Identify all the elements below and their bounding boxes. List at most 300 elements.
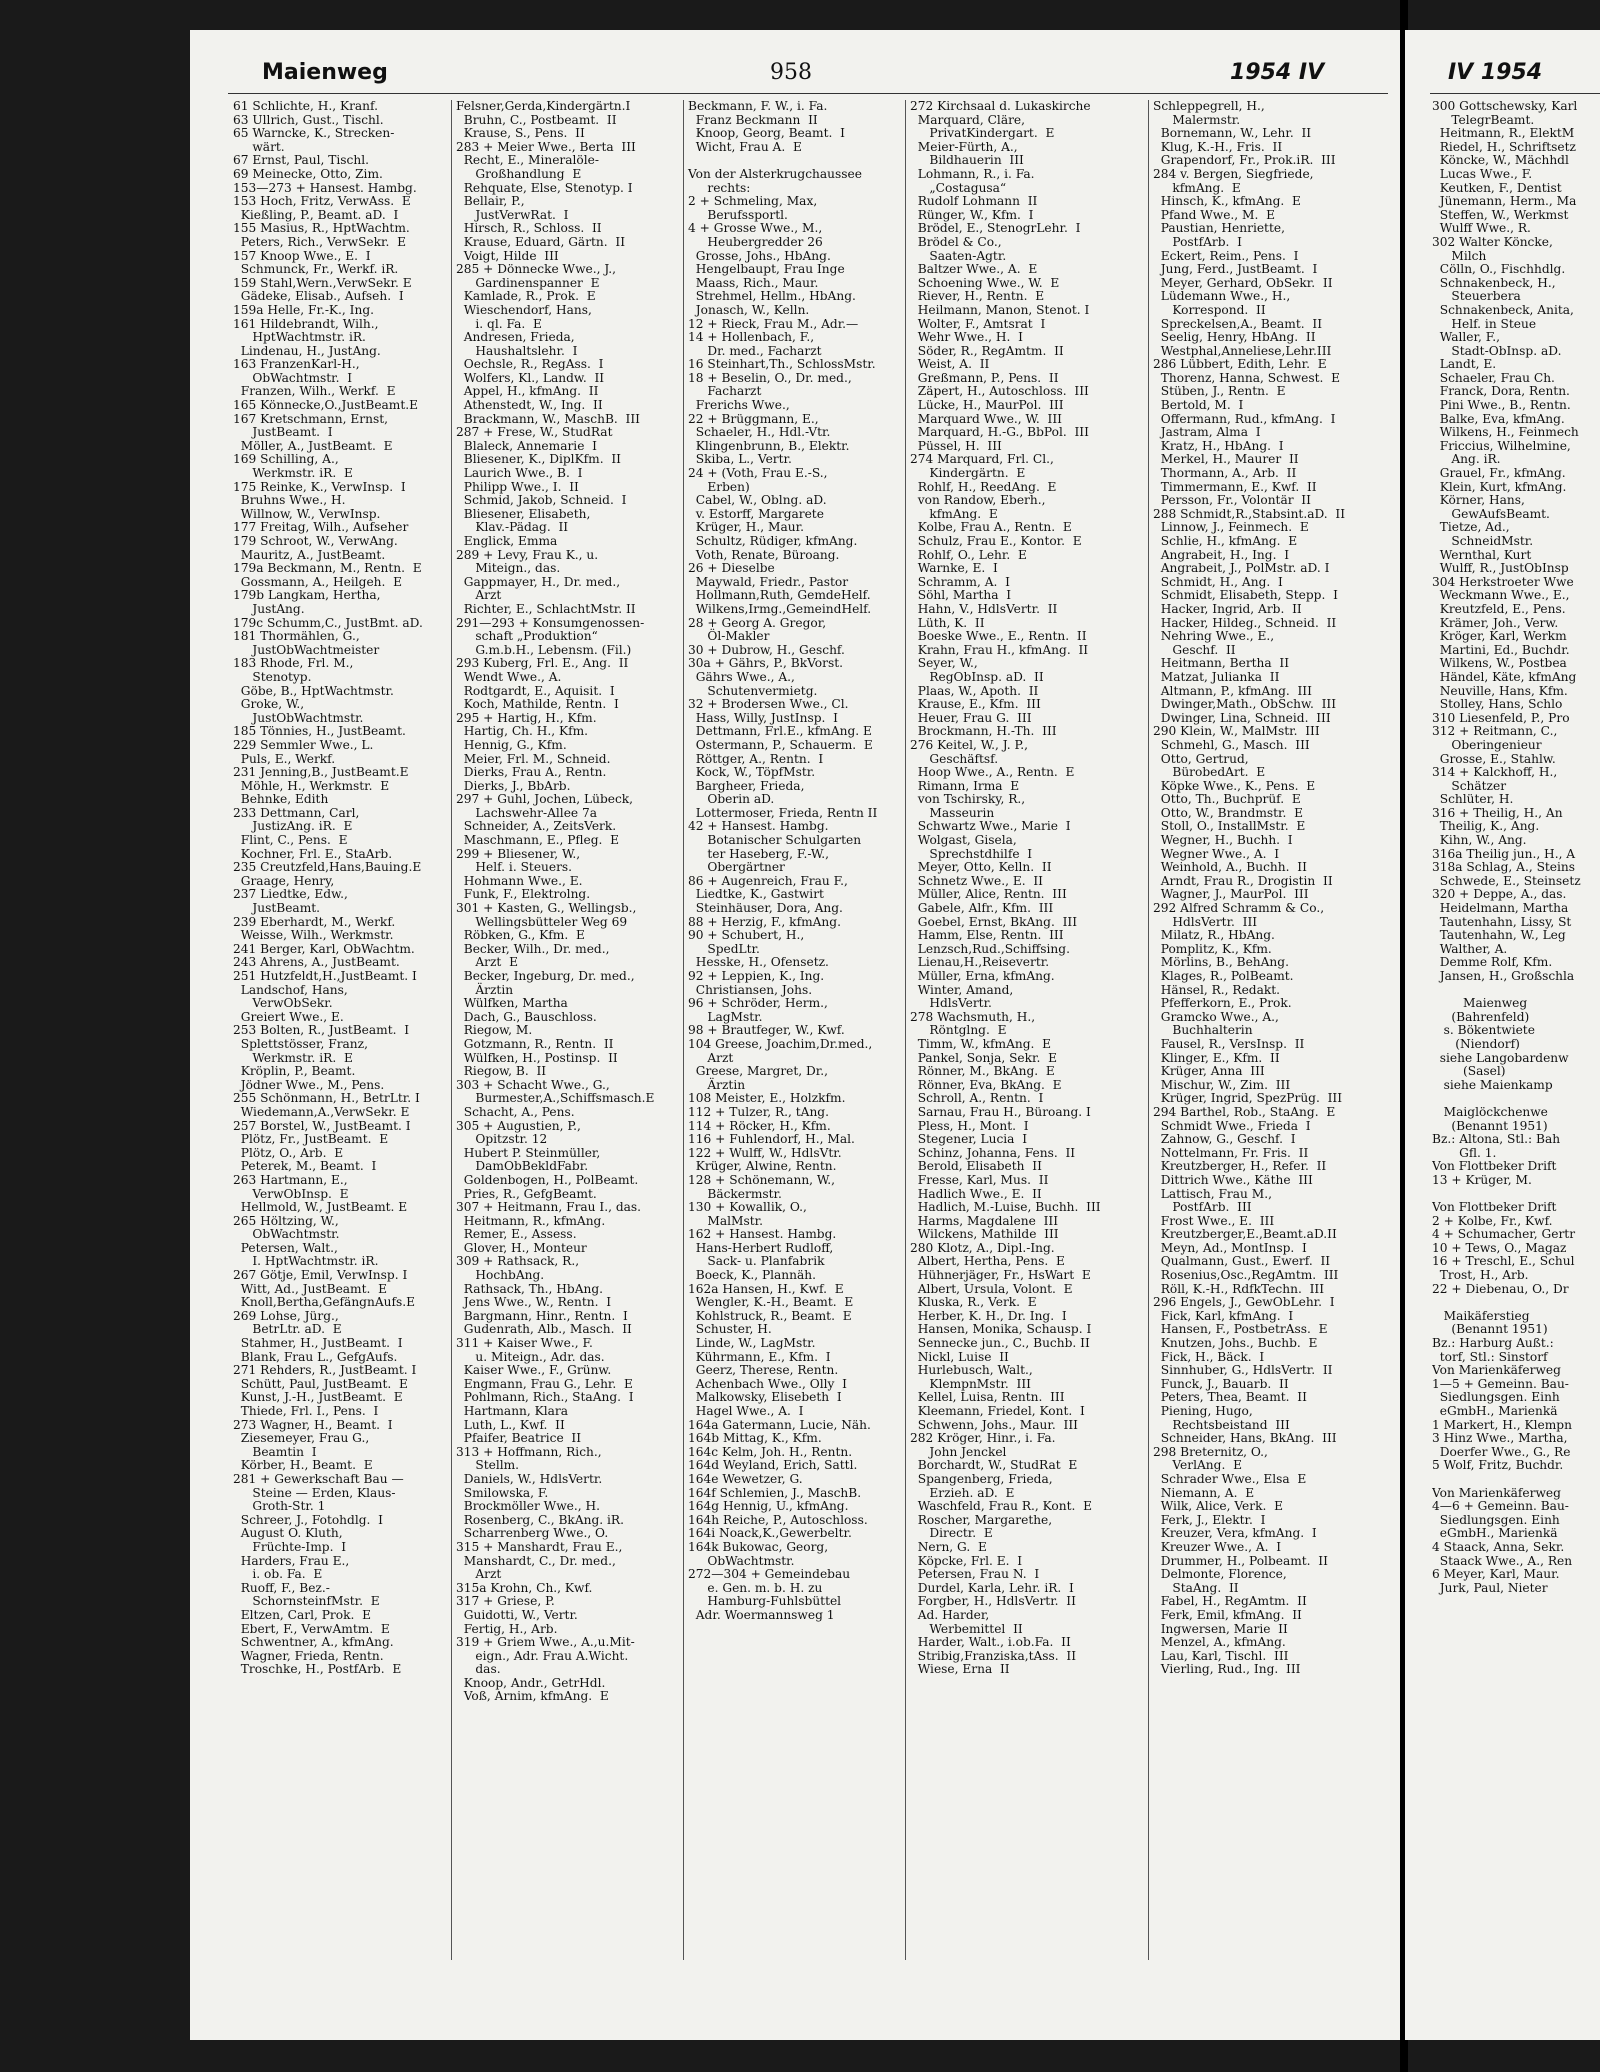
directory-entry: Von Flottbeker Drift	[1432, 1200, 1557, 1215]
directory-entry: Hass, Willy, JustInsp. I	[688, 710, 838, 725]
directory-entry: Schmidt, H., Ang. I	[1153, 574, 1283, 589]
directory-entry: Schacht, A., Pens.	[456, 1104, 575, 1119]
directory-entry: Hagel Wwe., A. I	[688, 1404, 804, 1418]
directory-entry: Schwartz Wwe., Marie I	[910, 819, 1071, 834]
directory-entry: Wellingsbütteler Weg 69	[456, 914, 628, 929]
directory-entry: Funck, J., Bauarb. II	[1153, 1376, 1289, 1391]
directory-entry: Paustian, Henriette,	[1153, 221, 1285, 236]
directory-entry: Masseurin	[910, 805, 995, 820]
directory-entry: 179c Schumm,C., JustBmt. aD.	[233, 615, 423, 630]
header-rule	[228, 93, 1388, 94]
directory-entry: 307 + Heitmann, Frau I., das.	[456, 1200, 642, 1215]
directory-entry: 316 + Theilig, H., An	[1432, 805, 1563, 820]
directory-entry: Hadlich, M.-Luise, Buchh. III	[910, 1200, 1101, 1215]
directory-entry: Laurich Wwe., B. I	[456, 466, 583, 481]
directory-entry: Wicht, Frau A. E	[688, 139, 802, 154]
directory-entry: Lohmann, R., i. Fa.	[910, 166, 1035, 181]
directory-entry: Nern, G. E	[910, 1539, 987, 1554]
directory-entry: Westphal,Anneliese,Lehr.III	[1153, 343, 1332, 358]
directory-entry: Spreckelsen,A., Beamt. II	[1153, 316, 1323, 331]
directory-entry: (Bahrenfeld)	[1432, 1009, 1530, 1024]
directory-entry: Ad. Harder,	[910, 1607, 990, 1622]
directory-entry: Hartig, Ch. H., Kfm.	[456, 724, 589, 739]
directory-entry: Klingenbrunn, B., Elektr.	[688, 438, 850, 453]
directory-entry: 179a Beckmann, M., Rentn. E	[233, 561, 422, 576]
directory-entry: 301 + Kasten, G., Wellingsb.,	[456, 901, 637, 916]
directory-entry: Brödel & Co.,	[910, 234, 1002, 249]
directory-entry: Mauritz, A., JustBeamt.	[233, 547, 386, 562]
directory-entry: Hansen, F., PostbetrAss. E	[1153, 1322, 1328, 1337]
directory-entry: Achenbach Wwe., Olly I	[688, 1376, 847, 1391]
directory-entry: Cölln, O., Fischhdlg.	[1432, 262, 1566, 277]
directory-entry: Weinhold, A., Buchh. II	[1153, 860, 1307, 875]
directory-entry: 241 Berger, Karl, ObWachtm.	[233, 941, 415, 956]
directory-entry: Guidotti, W., Vertr.	[456, 1607, 578, 1622]
directory-entry: Ostermann, P., Schauerm. E	[688, 737, 873, 752]
directory-entry: Christiansen, Johs.	[688, 982, 813, 997]
directory-entry: Ruoff, F., Bez.-	[233, 1580, 330, 1595]
directory-entry: Malkowsky, Elisebeth I	[688, 1390, 842, 1405]
directory-entry: Philipp Wwe., I. II	[456, 479, 579, 494]
directory-entry: Otto, Th., Buchprüf. E	[1153, 792, 1301, 807]
directory-entry: Riegow, B. II	[456, 1064, 547, 1079]
directory-entry: JustObWachtmstr.	[233, 710, 364, 725]
directory-entry: 159 Stahl,Wern.,VerwSekr. E	[233, 275, 412, 290]
directory-entry: Richter, E., SchlachtMstr. II	[456, 601, 636, 616]
directory-entry: Gossmann, A., Heilgeh. E	[233, 574, 403, 589]
directory-entry: Schnakenbeck, Anita,	[1432, 302, 1574, 317]
directory-entry: Lüdemann Wwe., H.,	[1153, 289, 1291, 304]
directory-entry: Grosse, E., Stahlw.	[1432, 751, 1556, 766]
directory-entry: Botanischer Schulgarten	[688, 833, 862, 848]
directory-entry: rechts:	[688, 180, 751, 195]
directory-entry	[1432, 1296, 1600, 1310]
directory-entry: Öl-Makler	[688, 629, 770, 644]
directory-entry: Riegow, M.	[456, 1023, 533, 1038]
directory-entry: Plötz, Fr., JustBeamt. E	[233, 1132, 389, 1147]
directory-entry: Appel, H., kfmAng. II	[456, 384, 599, 399]
directory-entry: Göbe, B., HptWachtmstr.	[233, 683, 394, 698]
directory-entry: Lenzsch,Rud.,Schiffsing.	[910, 941, 1070, 956]
directory-entry: Lucas Wwe., F.	[1432, 166, 1533, 181]
directory-entry: Hubert P. Steinmüller,	[456, 1145, 601, 1160]
directory-entry: Bellair, P.,	[456, 194, 525, 209]
directory-entry: Püssel, H. III	[910, 438, 1002, 453]
directory-entry: Meyer, Gerhard, ObSekr. II	[1153, 275, 1333, 290]
directory-entry: Maienweg	[1432, 996, 1528, 1011]
directory-entry: Lau, Karl, Tischl. III	[1153, 1648, 1289, 1663]
directory-entry: Pfaifer, Beatrice II	[456, 1431, 582, 1446]
directory-entry: Wülfken, H., Postinsp. II	[456, 1050, 618, 1065]
directory-entry: 318a Schlag, A., Steins	[1432, 860, 1576, 875]
directory-entry: Kindergärtn. E	[910, 466, 1026, 481]
column-1	[233, 100, 449, 1677]
directory-entry: i. ob. Fa. E	[233, 1567, 323, 1582]
directory-entry: Fick, Karl, kfmAng. I	[1153, 1308, 1294, 1323]
directory-entry: v. Estorff, Margarete	[688, 506, 824, 521]
directory-entry: Heuer, Frau G. III	[910, 710, 1032, 725]
directory-entry: Landschof, Hans,	[233, 982, 348, 997]
directory-entry: Staack Wwe., A., Ren	[1432, 1553, 1573, 1568]
directory-entry: 288 Schmidt,R.,Stabsint.aD. II	[1153, 506, 1346, 521]
column-4	[910, 100, 1146, 1677]
directory-entry: Schmidt, Elisabeth, Stepp. I	[1153, 588, 1338, 603]
directory-entry: Buchhalterin	[1153, 1023, 1253, 1038]
directory-entry: Hesske, H., Ofensetz.	[688, 955, 829, 970]
directory-entry: HdlsVertr. III	[1153, 914, 1258, 929]
directory-entry: Harders, Frau E.,	[233, 1553, 350, 1568]
directory-entry: Martini, Ed., Buchdr.	[1432, 642, 1570, 657]
directory-entry: Dwinger,Math., ObSchw. III	[1153, 697, 1337, 712]
directory-entry: Hollmann,Ruth, GemdeHelf.	[688, 588, 871, 603]
directory-entry: Willnow, W., VerwInsp.	[233, 506, 381, 521]
directory-entry: Hennig, G., Kfm.	[456, 737, 567, 752]
directory-entry: Peterek, M., Beamt. I	[233, 1159, 377, 1174]
directory-entry: 157 Knoop Wwe., E. I	[233, 248, 371, 263]
directory-entry: 183 Rhode, Frl. M.,	[233, 656, 354, 671]
directory-entry: Schwede, E., Steinsetz	[1432, 873, 1581, 888]
directory-entry: Hamburg-Fuhlsbüttel	[688, 1594, 842, 1609]
directory-entry: Werbemittel II	[910, 1621, 1023, 1636]
directory-entry: ObWachtmstr. I	[233, 370, 353, 385]
directory-entry: 1 Markert, H., Klempn	[1432, 1417, 1572, 1432]
directory-entry: Jansen, H., Großschla	[1432, 969, 1575, 983]
directory-entry: Hans-Herbert Rudloff,	[688, 1240, 834, 1255]
directory-entry: Felsner,Gerda,Kindergärtn.I	[456, 99, 631, 113]
directory-entry: 22 + Brüggmann, E.,	[688, 411, 819, 426]
directory-entry: Flint, C., Pens. E	[233, 833, 348, 848]
directory-entry: Kreutzfeld, E., Pens.	[1432, 601, 1566, 616]
directory-entry: 273 Wagner, H., Beamt. I	[233, 1417, 393, 1432]
directory-entry: DamObBekldFabr.	[456, 1159, 589, 1174]
directory-entry: Kellel, Luisa, Rentn. III	[910, 1390, 1065, 1405]
facing-column	[1432, 100, 1600, 1595]
directory-entry: Kratz, H., HbAng. I	[1153, 438, 1284, 453]
directory-entry: Remer, E., Assess.	[456, 1227, 577, 1242]
directory-entry: Knoop, Andr., GetrHdl.	[456, 1675, 606, 1690]
directory-entry: Jung, Ferd., JustBeamt. I	[1153, 262, 1318, 277]
directory-entry: Waller, F.,	[1432, 330, 1501, 345]
directory-entry: Skiba, L., Vertr.	[688, 452, 792, 467]
directory-entry: 122 + Wulff, W., HdlsVtr.	[688, 1145, 842, 1160]
directory-entry: Schreer, J., Fotohdlg. I	[233, 1512, 383, 1527]
directory-entry: Schramm, A. I	[910, 574, 1010, 589]
directory-entry: Vierling, Rud., Ing. III	[1153, 1662, 1301, 1677]
directory-entry: BürobedArt. E	[1153, 765, 1266, 780]
directory-entry: 164b Mittag, K., Kfm.	[688, 1431, 822, 1446]
directory-entry: Steinhäuser, Dora, Ang.	[688, 901, 843, 916]
directory-entry: 231 Jenning,B., JustBeamt.E	[233, 765, 409, 780]
directory-entry: Brödel, E., StenogrLehr. I	[910, 221, 1081, 236]
directory-entry: 251 Hutzfeldt,H.,JustBeamt. I	[233, 969, 417, 983]
directory-entry: Rimann, Irma E	[910, 778, 1020, 793]
directory-entry: 286 Lübbert, Edith, Lehr. E	[1153, 357, 1327, 372]
directory-entry: Plötz, O., Arb. E	[233, 1145, 344, 1160]
directory-entry: 162 + Hansest. Hambg.	[688, 1227, 837, 1242]
directory-entry: PostfArb. I	[1153, 234, 1242, 249]
directory-entry: 164a Gatermann, Lucie, Näh.	[688, 1417, 871, 1432]
directory-entry: Schwenn, Johs., Maur. III	[910, 1417, 1078, 1432]
directory-entry	[1432, 1092, 1600, 1106]
directory-entry: 164i Noack,K.,Gewerbeltr.	[688, 1526, 852, 1541]
directory-entry: JustizAng. iR. E	[233, 819, 353, 834]
directory-entry: Sennecke jun., C., Buchb. II	[910, 1336, 1090, 1351]
directory-entry: Von Marienkäferweg	[1432, 1485, 1561, 1500]
directory-entry: 2 + Schmeling, Max,	[688, 194, 818, 209]
directory-entry: JustVerwRat. I	[456, 207, 569, 222]
directory-entry: Kleemann, Friedel, Kont. I	[910, 1404, 1085, 1418]
directory-entry: Krüger, H., Maur.	[688, 520, 804, 535]
directory-entry: Von Flottbeker Drift	[1432, 1159, 1557, 1174]
directory-entry: Meier, Frl. M., Schneid.	[456, 751, 611, 766]
page-number: 958	[770, 60, 812, 85]
directory-entry: Kießling, P., Beamt. aD. I	[233, 207, 399, 222]
directory-entry: Franz Beckmann II	[688, 112, 818, 127]
directory-entry: Milch	[1432, 248, 1487, 263]
directory-entry: Rosenius,Osc.,RegAmtm. III	[1153, 1268, 1339, 1283]
directory-entry: Von der Alsterkrugchaussee	[688, 166, 862, 181]
directory-entry: Kreutzberger,E.,Beamt.aD.II	[1153, 1227, 1337, 1242]
directory-entry: PrivatKindergart. E	[910, 126, 1055, 141]
directory-entry: Söhl, Martha I	[910, 588, 1012, 603]
directory-entry: Adr. Woermannsweg 1	[688, 1607, 835, 1622]
directory-entry: Siedlungsgen. Einh	[1432, 1390, 1560, 1405]
directory-entry: Großhandlung E	[456, 166, 582, 181]
directory-entry: 233 Dettmann, Carl,	[233, 805, 360, 820]
directory-entry: Gährs Wwe., A.,	[688, 669, 795, 684]
directory-entry: Wolfers, Kl., Landw. II	[456, 370, 605, 385]
directory-entry: StaAng. II	[1153, 1580, 1239, 1595]
directory-entry: 311 + Kaiser Wwe., F.	[456, 1336, 593, 1351]
directory-entry: Heitmann, R., ElektM	[1432, 126, 1575, 141]
column-5	[1153, 100, 1398, 1677]
directory-entry: das.	[456, 1662, 501, 1677]
directory-entry: 61 Schlichte, H., Kranf.	[233, 99, 378, 113]
directory-entry: Glover, H., Monteur	[456, 1240, 587, 1255]
directory-entry: Heubergredder 26	[688, 234, 823, 249]
directory-entry: Hengelbaupt, Frau Inge	[688, 262, 845, 277]
directory-entry: 303 + Schacht Wwe., G.,	[456, 1077, 610, 1092]
directory-entry: Schaeler, H., Hdl.-Vtr.	[688, 425, 831, 440]
directory-entry: Peters, Thea, Beamt. II	[1153, 1390, 1307, 1405]
directory-entry: Rünger, W., Kfm. I	[910, 207, 1034, 222]
directory-entry: 305 + Augustien, P.,	[456, 1118, 581, 1133]
directory-entry: Cabel, W., Oblng. aD.	[688, 493, 827, 508]
directory-entry: Dr. med., Facharzt	[688, 343, 822, 358]
directory-entry: Heitmann, R., kfmAng.	[456, 1213, 606, 1228]
directory-entry: Schneider, Hans, BkAng. III	[1153, 1431, 1337, 1446]
directory-entry: Kröger, Karl, Werkm	[1432, 629, 1567, 644]
directory-entry: Strehmel, Hellm., HbAng.	[688, 289, 856, 304]
directory-entry: SchneidMstr.	[1432, 534, 1534, 548]
directory-entry: 272 Kirchsaal d. Lukaskirche	[910, 99, 1091, 113]
directory-entry: Wegner, H., Buchh. I	[1153, 833, 1293, 848]
directory-entry: Bliesener, Elisabeth,	[456, 506, 591, 521]
directory-entry: Wengler, K.-H., Beamt. E	[688, 1295, 854, 1310]
directory-entry: Splettstösser, Franz,	[233, 1036, 368, 1051]
directory-entry: Daniels, W., HdlsVertr.	[456, 1471, 603, 1486]
directory-entry: Durdel, Karla, Lehr. iR. I	[910, 1580, 1074, 1595]
directory-entry: Fausel, R., VersInsp. II	[1153, 1036, 1305, 1051]
directory-entry: Lachswehr-Allee 7a	[456, 805, 598, 820]
directory-entry: Haushaltslehr. I	[456, 343, 578, 358]
directory-entry: 290 Klein, W., MalMstr. III	[1153, 724, 1320, 739]
directory-entry: Facharzt	[688, 384, 762, 399]
directory-entry: Röbken, G., Kfm. E	[456, 928, 585, 943]
directory-entry: Gotzmann, R., Rentn. II	[456, 1036, 614, 1051]
directory-entry: 96 + Schröder, Herm.,	[688, 996, 828, 1011]
directory-entry: Arzt	[688, 1050, 734, 1065]
directory-entry: Kolbe, Frau A., Rentn. E	[910, 520, 1072, 535]
directory-entry: Peters, Rich., VerwSekr. E	[233, 234, 407, 249]
directory-entry: 161 Hildebrandt, Wilh.,	[233, 316, 379, 331]
directory-entry: Wilkens, H., Feinmech	[1432, 425, 1579, 440]
directory-entry: Röttger, A., Rentn. I	[688, 751, 824, 766]
directory-entry: Krause, E., Kfm. III	[910, 697, 1041, 712]
directory-entry: August O. Kluth,	[233, 1526, 343, 1541]
directory-entry: Bliesener, K., DiplKfm. II	[456, 452, 621, 467]
directory-entry: Kührmann, E., Kfm. I	[688, 1349, 831, 1364]
directory-entry: VerlAng. E	[1153, 1458, 1242, 1473]
directory-entry: Schutenvermietg.	[688, 683, 818, 698]
directory-entry: 257 Borstel, W., JustBeamt. I	[233, 1118, 411, 1133]
directory-entry: 164h Reiche, P., Autoschloss.	[688, 1512, 868, 1527]
directory-entry: Müller, Erna, kfmAng.	[910, 969, 1055, 983]
directory-entry: Trost, H., Arb.	[1432, 1268, 1529, 1283]
directory-entry: Weckmann Wwe., E.,	[1432, 588, 1570, 603]
directory-entry: Stoll, O., InstallMstr. E	[1153, 819, 1306, 834]
directory-entry: kfmAng. E	[1153, 180, 1241, 195]
directory-entry: 302 Walter Köncke,	[1432, 234, 1553, 249]
directory-entry: Andresen, Frieda,	[456, 330, 575, 345]
directory-entry: Gädeke, Elisab., Aufseh. I	[233, 289, 404, 304]
directory-entry: Timm, W., kfmAng. E	[910, 1036, 1052, 1051]
directory-entry: eGmbH., Marienkä	[1432, 1526, 1558, 1541]
directory-entry	[688, 154, 903, 168]
directory-entry: 116 + Fuhlendorf, H., Mal.	[688, 1132, 855, 1147]
directory-entry: Klug, K.-H., Fris. II	[1153, 139, 1283, 154]
directory-entry: Luth, L., Kwf. II	[456, 1417, 565, 1432]
directory-entry: 299 + Bliesener, W.,	[456, 846, 581, 861]
directory-entry: Wendt Wwe., A.	[456, 669, 562, 684]
directory-entry: Scharrenberg Wwe., O.	[456, 1526, 609, 1541]
directory-entry: Marquard, H.-G., BbPol. III	[910, 425, 1089, 440]
directory-entry: Ferk, J., Elektr. I	[1153, 1512, 1266, 1527]
directory-entry: Stolley, Hans, Schlo	[1432, 697, 1563, 712]
directory-entry: Schroll, A., Rentn. I	[910, 1091, 1044, 1106]
directory-entry: Steine — Erden, Klaus-	[233, 1485, 396, 1500]
directory-entry: von Randow, Eberh.,	[910, 493, 1046, 508]
directory-entry: 296 Engels, J., GewObLehr. I	[1153, 1295, 1335, 1310]
directory-entry: Hoop Wwe., A., Rentn. E	[910, 765, 1075, 780]
directory-entry: Klein, Kurt, kfmAng.	[1432, 479, 1567, 494]
directory-entry: Pries, R., GefgBeamt.	[456, 1186, 597, 1201]
directory-entry: 6 Meyer, Karl, Maur.	[1432, 1567, 1560, 1582]
directory-entry: Hacker, Ingrid, Arb. II	[1153, 601, 1302, 616]
directory-entry: Lienau,H.,Reisevertr.	[910, 955, 1050, 970]
directory-entry: Delmonte, Florence,	[1153, 1567, 1287, 1582]
directory-entry: Steuerbera	[1432, 289, 1521, 304]
directory-entry: 164g Hennig, U., kfmAng.	[688, 1499, 849, 1514]
directory-entry: Harms, Magdalene III	[910, 1213, 1059, 1228]
directory-entry: 167 Kretschmann, Ernst,	[233, 411, 388, 426]
directory-entry: Rönner, M., BkAng. E	[910, 1064, 1055, 1079]
directory-entry: Weisse, Wilh., Werkmstr.	[233, 928, 394, 943]
directory-entry: u. Miteign., Adr. das.	[456, 1349, 605, 1364]
directory-entry: SpedLtr.	[688, 941, 760, 956]
directory-entry: Ang. iR.	[1432, 452, 1501, 467]
directory-entry: Stellm.	[456, 1458, 520, 1473]
directory-entry: 239 Eberhardt, M., Werkf.	[233, 914, 396, 929]
directory-entry: Smilowska, F.	[456, 1485, 549, 1500]
directory-entry: Bargheer, Frieda,	[688, 778, 805, 793]
directory-entry: Tietze, Ad.,	[1432, 520, 1510, 535]
directory-entry: Frost Wwe., E. III	[1153, 1213, 1275, 1228]
directory-entry: Grosse, Johs., HbAng.	[688, 248, 831, 263]
directory-entry: Oechsle, R., RegAss. I	[456, 357, 604, 372]
directory-entry: Kreuzer Wwe., A. I	[1153, 1539, 1282, 1554]
directory-entry: Schätzer	[1432, 778, 1507, 793]
directory-entry: 2 + Kolbe, Fr., Kwf.	[1432, 1213, 1553, 1228]
directory-entry: 164k Bukowac, Georg,	[688, 1539, 829, 1554]
directory-entry: Jastram, Alma I	[1153, 425, 1261, 440]
directory-entry: Waschfeld, Frau R., Kont. E	[910, 1499, 1093, 1514]
directory-entry: i. ql. Fa. E	[456, 316, 542, 331]
directory-entry: Pfefferkorn, E., Prok.	[1153, 996, 1292, 1011]
directory-entry: Kunst, J.-H., JustBeamt. E	[233, 1390, 403, 1405]
directory-entry: Rechtsbeistand III	[1153, 1417, 1290, 1432]
directory-entry: Becker, Ingeburg, Dr. med.,	[456, 969, 635, 983]
directory-entry: Bz.: Altona, Stl.: Bah	[1432, 1132, 1561, 1147]
directory-entry: 267 Götje, Emil, VerwInsp. I	[233, 1268, 408, 1283]
directory-entry: 292 Alfred Schramm & Co.,	[1153, 901, 1325, 916]
directory-entry: Arzt	[456, 1567, 502, 1582]
directory-entry: 271 Rehders, R., JustBeamt. I	[233, 1363, 417, 1378]
directory-entry: Merkel, H., Maurer II	[1153, 452, 1299, 467]
directory-entry: 112 + Tulzer, R., tAng.	[688, 1104, 829, 1119]
directory-entry: Kreutzberger, H., Refer. II	[1153, 1159, 1327, 1174]
directory-entry: 269 Lohse, Jürg.,	[233, 1308, 339, 1323]
directory-entry: Mörlins, B., BehAng.	[1153, 955, 1289, 970]
facing-header-rule	[1430, 93, 1600, 94]
directory-entry: 1—5 + Gemeinn. Bau-	[1432, 1376, 1569, 1391]
directory-entry: 63 Ullrich, Gust., Tischl.	[233, 112, 384, 127]
directory-entry: Schuster, H.	[688, 1322, 772, 1337]
directory-entry: 22 + Diebenau, O., Dr	[1432, 1281, 1569, 1296]
facing-page-header: IV 1954	[1448, 60, 1543, 85]
directory-entry: 16 Steinhart,Th., SchlossMstr.	[688, 357, 876, 372]
directory-entry: Röntglng. E	[910, 1023, 1007, 1038]
directory-entry: 3 Hinz Wwe., Martha,	[1432, 1431, 1568, 1446]
directory-entry: 319 + Griem Wwe., A.,u.Mit-	[456, 1635, 635, 1650]
directory-entry: Klav.-Pädag. II	[456, 520, 569, 535]
directory-entry: (Sasel)	[1432, 1064, 1506, 1079]
directory-entry: Angrabeit, J., PolMstr. aD. I	[1153, 561, 1330, 576]
directory-entry: Tautenhahn, Lissy, St	[1432, 914, 1572, 929]
directory-entry: Gappmayer, H., Dr. med.,	[456, 574, 621, 589]
directory-entry: Schlüter, H.	[1432, 792, 1514, 807]
directory-entry: John Jenckel	[910, 1444, 1007, 1459]
directory-entry: Wehr Wwe., H. I	[910, 330, 1023, 345]
directory-entry: Puls, E., Werkf.	[233, 751, 336, 766]
directory-entry: Wolter, F., Amtsrat I	[910, 316, 1046, 331]
directory-entry: eGmbH., Marienkä	[1432, 1404, 1558, 1418]
directory-entry: 278 Wachsmuth, H.,	[910, 1009, 1036, 1024]
directory-entry: Jens Wwe., W., Rentn. I	[456, 1295, 612, 1310]
directory-entry: 4—6 + Gemeinn. Bau-	[1432, 1499, 1569, 1514]
directory-entry: Körber, H., Beamt. E	[233, 1458, 373, 1473]
directory-entry: e. Gen. m. b. H. zu	[688, 1580, 823, 1595]
